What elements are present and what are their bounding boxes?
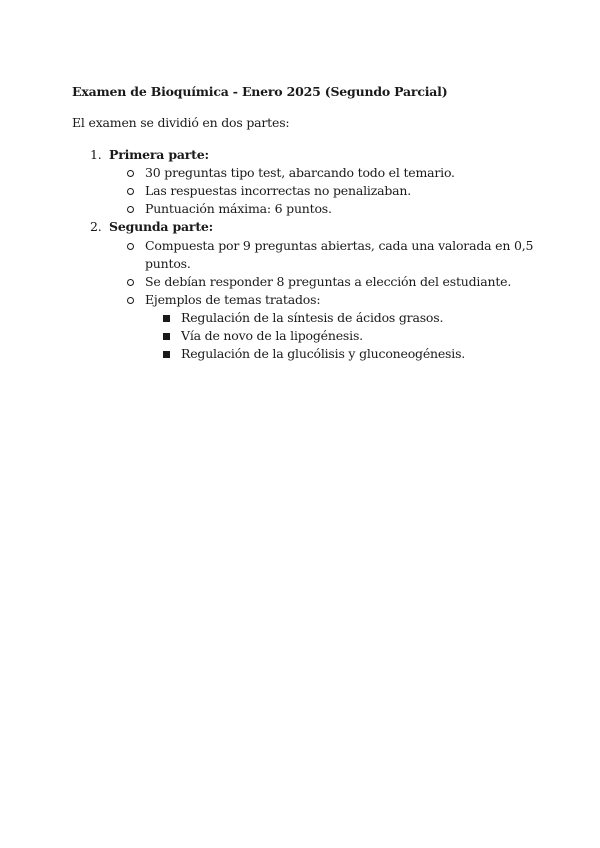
part-1-heading: Primera parte: (109, 147, 209, 162)
hollow-circle-bullet-icon (127, 188, 134, 195)
part-1-number: 1. (90, 147, 102, 162)
document-title: Examen de Bioquímica - Enero 2025 (Segundo Parcial) (72, 84, 448, 99)
list-item-text: Ejemplos de temas tratados: (145, 292, 321, 307)
hollow-circle-bullet-icon (127, 170, 134, 177)
hollow-circle-bullet-icon (127, 279, 134, 286)
list-item-text: Puntuación máxima: 6 puntos. (145, 201, 332, 216)
sub-list-item-text: Regulación de la síntesis de ácidos grasos. (181, 310, 444, 325)
square-bullet-icon (163, 333, 170, 340)
square-bullet-icon (163, 315, 170, 322)
list-item-text: Las respuestas incorrectas no penalizaban. (145, 183, 412, 198)
part-2-heading: Segunda parte: (109, 219, 214, 234)
list-item-text: puntos. (145, 256, 191, 271)
list-item-text: Compuesta por 9 preguntas abiertas, cada una valorada en 0,5 (145, 238, 534, 253)
hollow-circle-bullet-icon (127, 297, 134, 304)
sub-list-item-text: Vía de novo de la lipogénesis. (181, 328, 363, 343)
list-item-text: 30 preguntas tipo test, abarcando todo el temario. (145, 165, 455, 180)
hollow-circle-bullet-icon (127, 243, 134, 250)
part-2-number: 2. (90, 219, 102, 234)
sub-list-item-text: Regulación de la glucólisis y gluconeogénesis. (181, 346, 466, 361)
list-item-text: Se debían responder 8 preguntas a elección del estudiante. (145, 274, 512, 289)
intro-paragraph: El examen se dividió en dos partes: (72, 115, 290, 130)
hollow-circle-bullet-icon (127, 206, 134, 213)
square-bullet-icon (163, 351, 170, 358)
